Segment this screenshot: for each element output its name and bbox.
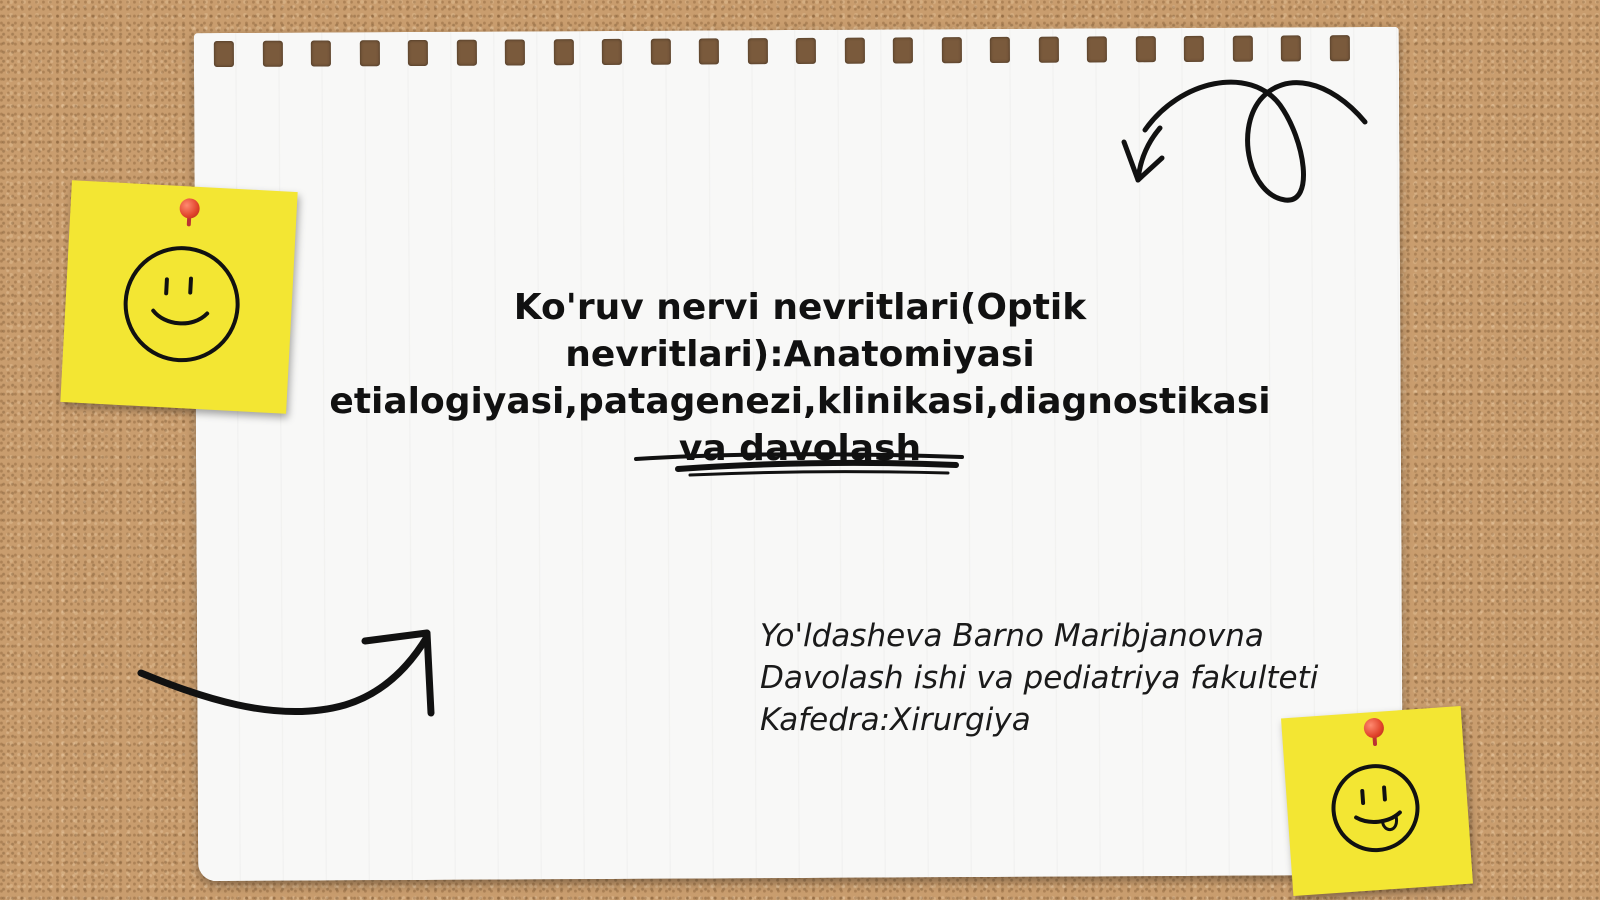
binder-hole — [990, 37, 1010, 63]
faculty-name: Davolash ishi va pediatriya fakulteti — [760, 660, 1319, 696]
author-name: Yo'ldasheva Barno Maribjanovna — [760, 618, 1264, 654]
title-underline-scribble — [630, 445, 970, 485]
tongue-out-smiley-icon — [1281, 706, 1473, 896]
binder-hole — [1135, 36, 1155, 62]
binder-hole — [602, 39, 622, 65]
binder-hole — [1184, 36, 1204, 62]
smiley-face-icon — [60, 180, 297, 414]
curly-arrow-top-right — [1120, 60, 1380, 220]
binder-hole — [844, 38, 864, 64]
binder-hole — [408, 40, 428, 66]
binder-hole — [1329, 35, 1349, 61]
binder-hole — [553, 39, 573, 65]
sticky-note-right — [1281, 706, 1473, 896]
binder-hole — [1232, 36, 1252, 62]
binder-hole — [311, 40, 331, 66]
binder-hole — [456, 40, 476, 66]
binder-hole — [796, 38, 816, 64]
binder-hole — [893, 37, 913, 63]
slide-title: Ko'ruv nervi nevritlari(Optik nevritlari):Anatomiyasi etialogiyasi,patagenezi,klinikasi,diagnostikasi va davolash — [329, 287, 1271, 469]
binder-hole — [747, 38, 767, 64]
binder-hole — [1087, 36, 1107, 62]
binder-hole — [941, 37, 961, 63]
binder-hole — [262, 41, 282, 67]
binder-hole — [214, 41, 234, 67]
binder-hole — [650, 39, 670, 65]
sticky-note-left — [60, 180, 297, 414]
binder-hole — [505, 39, 525, 65]
binder-hole — [1038, 37, 1058, 63]
department-name: Kafedra:Xirurgiya — [760, 702, 1031, 738]
curved-arrow-bottom-left — [135, 625, 445, 730]
binder-hole — [1281, 35, 1301, 61]
binder-hole — [359, 40, 379, 66]
binder-hole — [699, 38, 719, 64]
